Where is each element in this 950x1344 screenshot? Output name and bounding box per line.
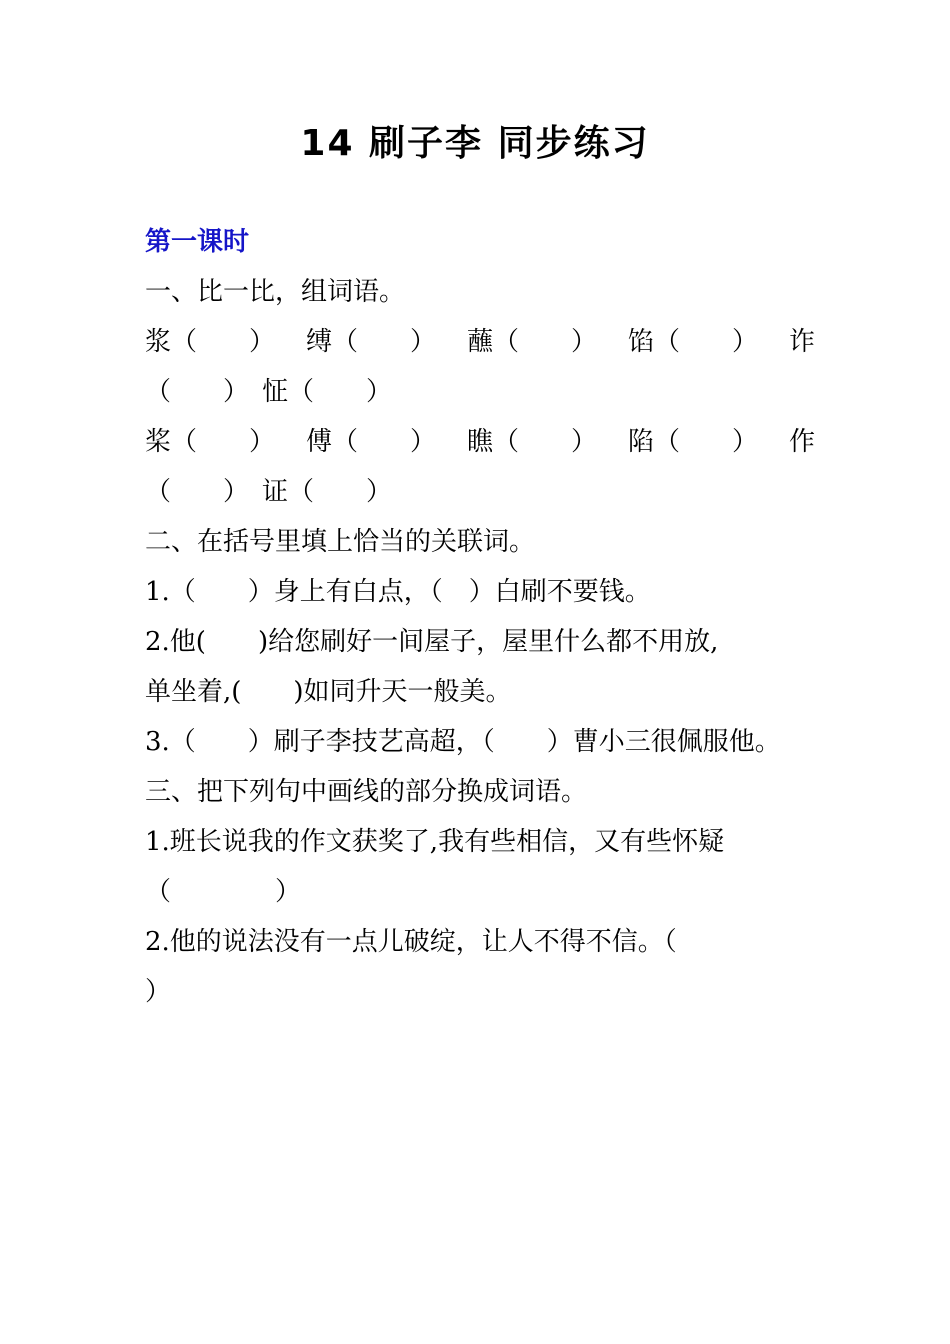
question-3-heading: 三、把下列句中画线的部分换成词语。	[145, 777, 588, 807]
word-pair-cell: 浆（ ）	[145, 327, 276, 357]
question-2-heading: 二、在括号里填上恰当的关联词。	[145, 527, 536, 557]
word-pair-cell: 诈	[788, 327, 815, 357]
page-title: 14 刷子李 同步练习	[300, 123, 650, 164]
question-1-row-2-continued	[145, 472, 815, 512]
question-2-item-2-line-1: 2.他( )给您刷好一间屋子，屋里什么都不用放,	[145, 627, 719, 657]
question-3-item-2-line-1: 2.他的说法没有一点儿破绽，让人不得不信。（	[145, 927, 677, 957]
question-1-heading: 一、比一比，组词语。	[145, 277, 406, 307]
question-1-row-2	[145, 422, 815, 462]
question-1-row-1-continued	[145, 372, 815, 412]
word-pair-cell: 瞧（ ）	[466, 427, 597, 457]
word-pair-cell: 馅（ ）	[627, 327, 758, 357]
word-pair-cell: 缚（ ）	[305, 327, 436, 357]
word-pair-cell: （ ） 怔（ ）	[145, 377, 393, 407]
word-pair-cell: （ ） 证（ ）	[145, 477, 393, 507]
word-pair-cell: 傅（ ）	[305, 427, 436, 457]
word-pair-cell: 陷（ ）	[627, 427, 758, 457]
lesson-label-text: 第一课时	[145, 227, 250, 257]
word-pair-cell: 作	[788, 427, 815, 457]
question-1-row-1	[145, 322, 815, 362]
word-pair-cell: 桨（ ）	[145, 427, 276, 457]
question-3-item-2-line-2: ）	[145, 977, 172, 1007]
question-2-item-1: 1.（ ）身上有白点，（ ）白刷不要钱。	[145, 577, 651, 607]
question-3-item-1-line-2: （ ）	[145, 877, 302, 907]
word-pair-cell: 蘸（ ）	[466, 327, 597, 357]
question-3-item-1-line-1: 1.班长说我的作文获奖了,我有些相信，又有些怀疑	[145, 827, 725, 857]
question-2-item-3: 3.（ ）刷子李技艺高超，（ ）曹小三很佩服他。	[145, 727, 781, 757]
lesson-label	[145, 222, 815, 262]
question-2-item-2-line-2: 单坐着,( )如同升天一般美。	[145, 677, 512, 707]
